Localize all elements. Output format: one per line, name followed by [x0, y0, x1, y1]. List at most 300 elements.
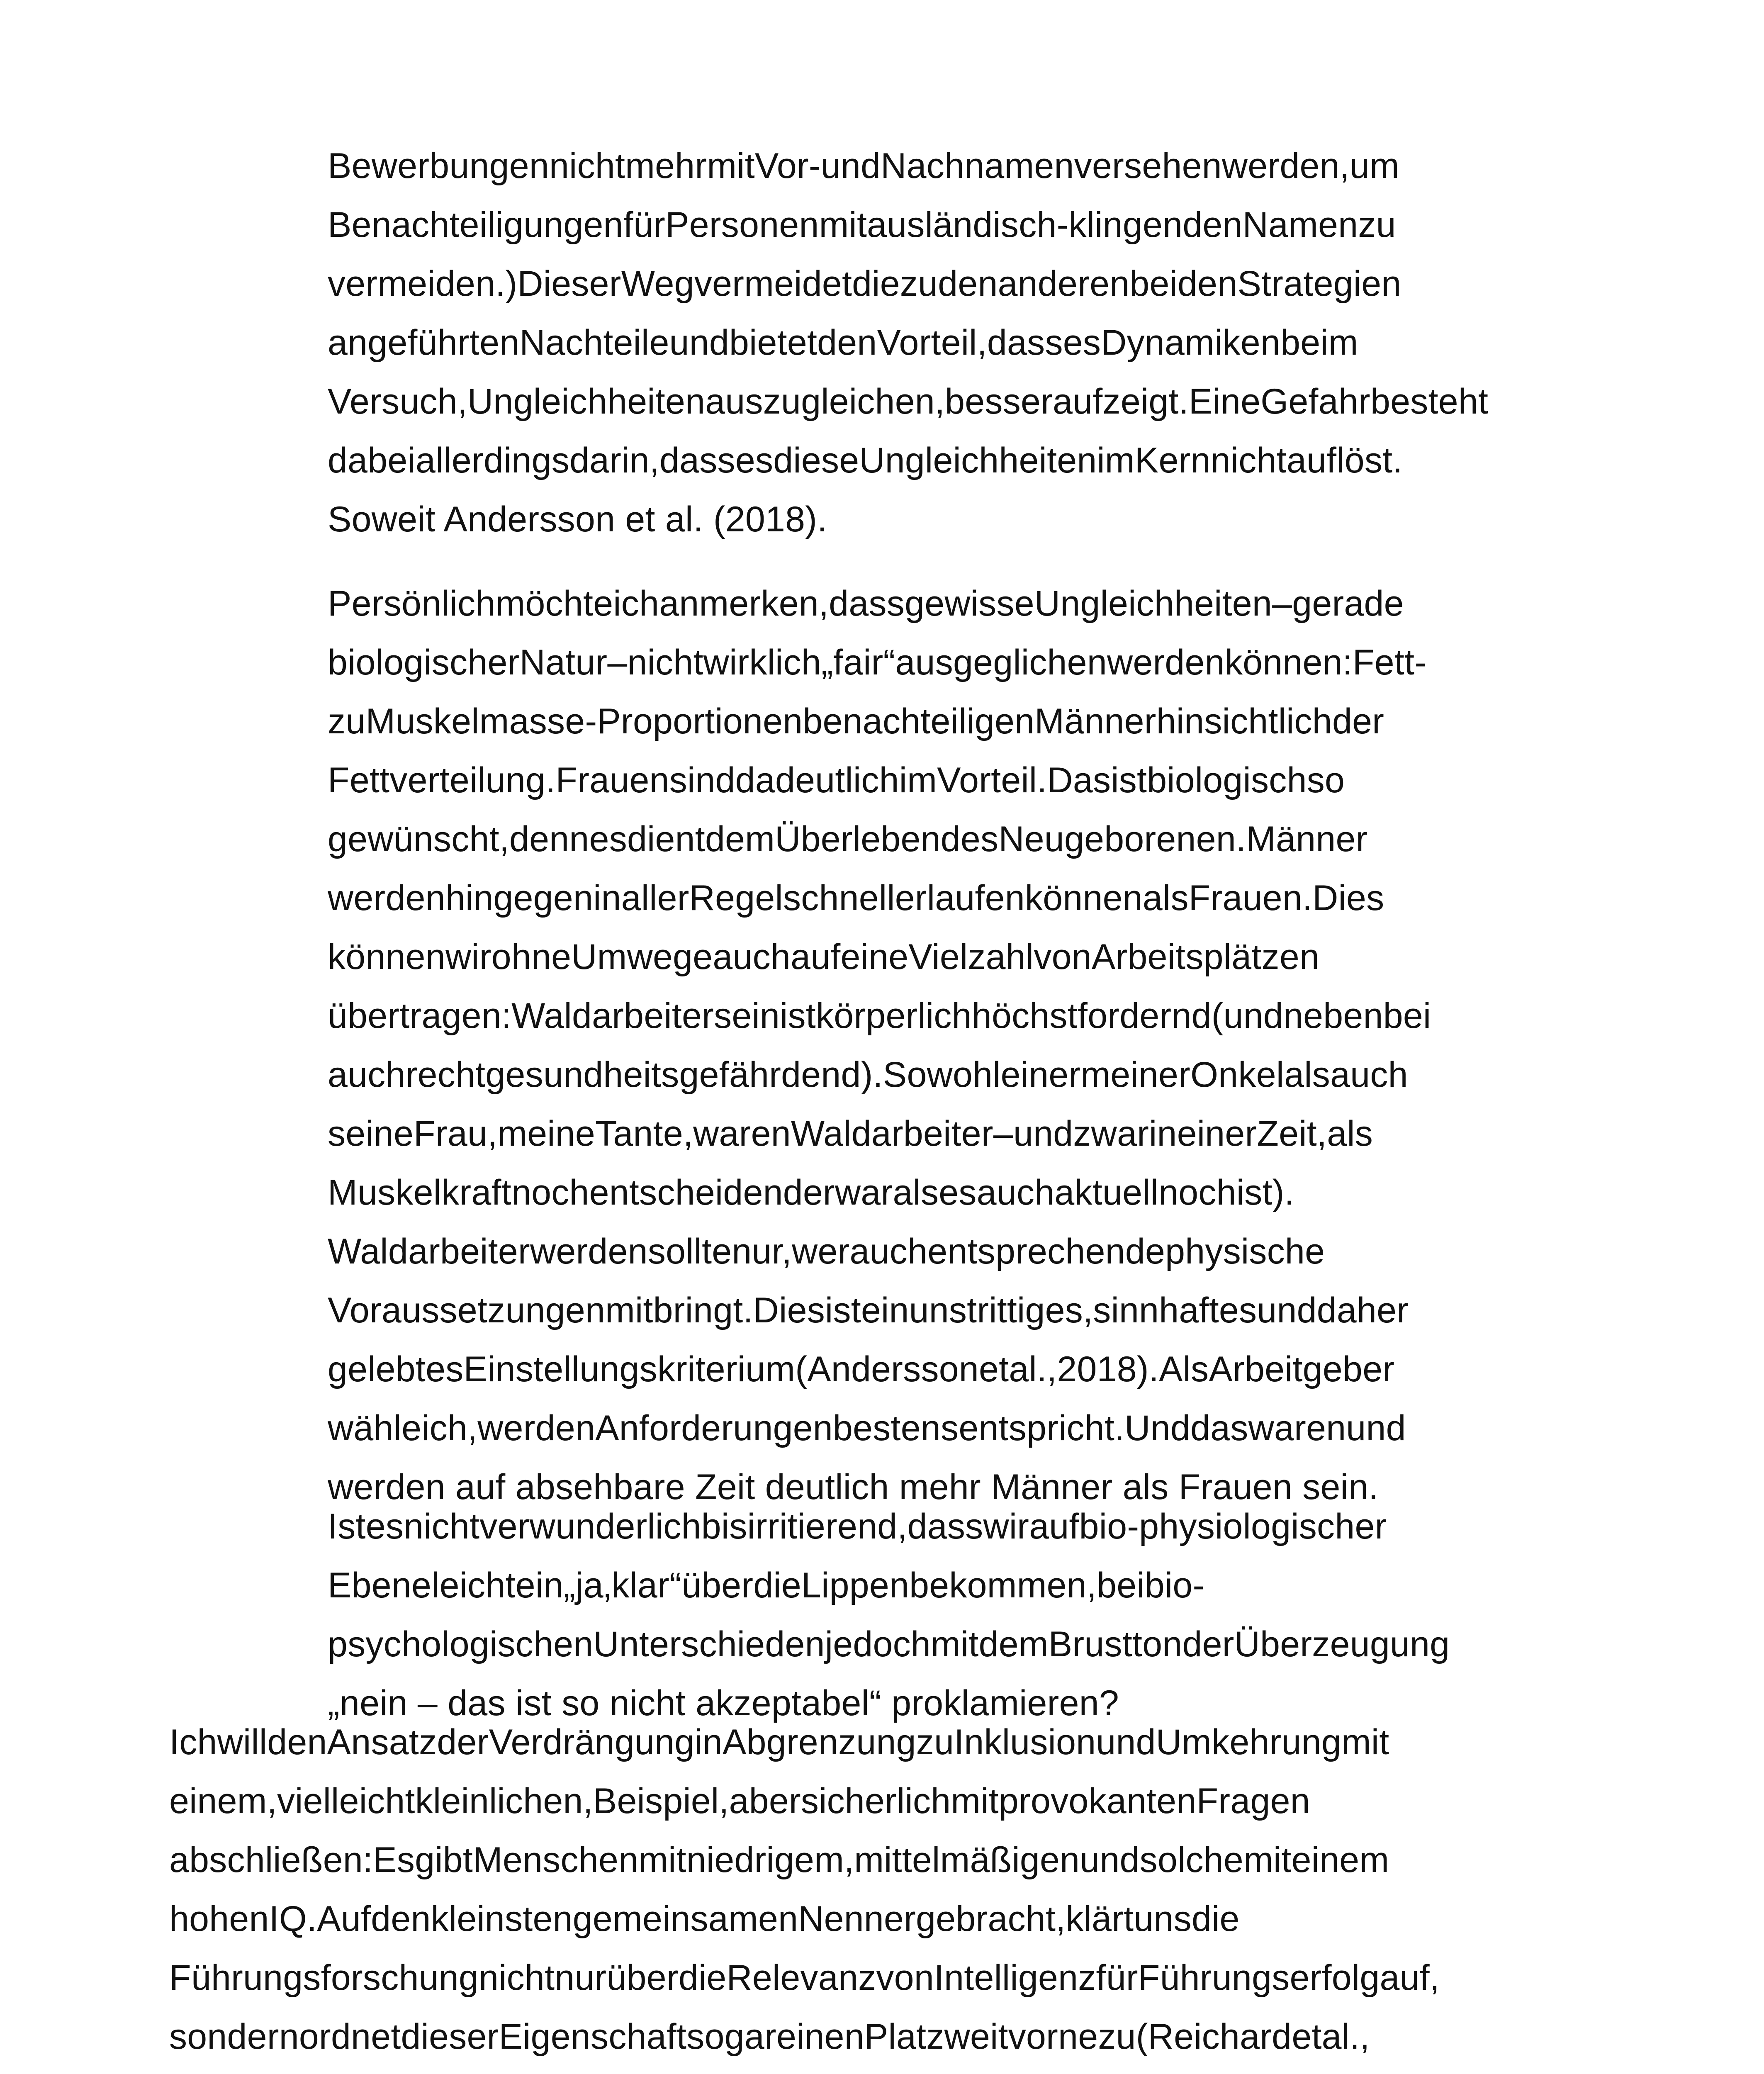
- word: Persönlich: [328, 584, 496, 623]
- word: besser: [945, 382, 1053, 421]
- word: fordernd: [1078, 996, 1212, 1036]
- word: irritierend,: [747, 1507, 908, 1546]
- word: aktuell: [1054, 1173, 1159, 1212]
- word: ich,: [421, 1408, 478, 1448]
- word: und: [1013, 1114, 1073, 1154]
- word: auf: [791, 937, 841, 977]
- word: gelebtes: [328, 1349, 464, 1389]
- word: die: [678, 1958, 727, 1998]
- word: Ungleichheiten: [859, 441, 1097, 480]
- body-paragraph-line: [169, 1898, 1240, 1940]
- word: ausländisch-klingenden: [867, 205, 1243, 245]
- quote-paragraph-2-line: werden auf absehbare Zeit deutlich mehr Männer als Frauen sein.: [328, 1467, 1379, 1507]
- word: war: [835, 1173, 893, 1212]
- word: sinnhaftes: [1093, 1290, 1257, 1330]
- word: auszugleichen,: [705, 382, 945, 421]
- word: mit: [931, 1624, 979, 1664]
- quote-paragraph-2-line: [328, 1231, 1325, 1272]
- word: können: [328, 937, 445, 977]
- word: Eine: [1188, 382, 1261, 421]
- word: Männer: [1034, 701, 1156, 741]
- word: nicht: [549, 146, 625, 186]
- word: daher: [1316, 1290, 1409, 1330]
- word: Waldarbeiter: [511, 996, 714, 1036]
- word: Führungsforschung: [169, 1958, 479, 1998]
- word: nur,: [732, 1232, 792, 1271]
- word: können:: [1224, 643, 1353, 682]
- word: versehen: [1074, 146, 1222, 186]
- word: hohen: [169, 1899, 269, 1939]
- word: dass: [987, 323, 1063, 363]
- word: zu: [900, 264, 938, 304]
- word: können: [1024, 878, 1143, 918]
- word: mit: [951, 1781, 999, 1821]
- quote-paragraph-2-line: [328, 877, 1384, 919]
- word: zu: [916, 1722, 954, 1762]
- word: bio-physiologischer: [1079, 1507, 1387, 1546]
- word: nebenbei: [1283, 996, 1431, 1036]
- word: Dies: [753, 1290, 825, 1330]
- body-paragraph-line: [169, 2016, 1370, 2057]
- word: wähle: [328, 1408, 422, 1448]
- word: Dies: [1312, 878, 1384, 918]
- word: deutlich: [775, 760, 899, 800]
- word: Nachteile: [519, 323, 669, 363]
- word: möchte: [495, 584, 613, 623]
- word: ist: [825, 1290, 861, 1330]
- word: bestens: [833, 1408, 959, 1448]
- word: unstrittiges,: [909, 1290, 1093, 1330]
- word: aber: [729, 1781, 801, 1821]
- word: dabei: [328, 441, 416, 480]
- word: dass: [907, 1507, 983, 1546]
- word: über: [681, 1565, 754, 1605]
- word: gemeinsamen: [572, 1899, 798, 1939]
- word: Voraussetzungen: [328, 1290, 606, 1330]
- word: vielleicht: [277, 1781, 415, 1821]
- word: mit: [1341, 1722, 1389, 1762]
- word: entspricht.: [959, 1408, 1125, 1448]
- word: in: [694, 1722, 723, 1762]
- word: Ungleichheiten: [1034, 584, 1273, 623]
- word: da: [735, 760, 775, 800]
- word: 2018).: [1057, 1349, 1159, 1389]
- word: sondern: [169, 2017, 299, 2057]
- word: Personen: [665, 205, 819, 245]
- word: Ansatz: [327, 1722, 437, 1762]
- word: den: [938, 264, 998, 304]
- word: solche: [1139, 1840, 1244, 1880]
- word: Vor-: [754, 146, 821, 186]
- word: mit: [819, 205, 867, 245]
- word: ist: [1111, 760, 1147, 800]
- word: Nachnamen: [881, 146, 1074, 186]
- word: Arbeitgeber: [1209, 1349, 1395, 1389]
- word: Zeit,: [1257, 1114, 1327, 1154]
- word: auch: [328, 1055, 406, 1095]
- word: ohne: [491, 937, 572, 977]
- word: psychologischen: [328, 1624, 594, 1664]
- body-paragraph-line: [169, 1721, 1389, 1763]
- word: Sowohl: [883, 1055, 1001, 1095]
- word: von: [876, 1958, 934, 1998]
- word: Menschen: [473, 1840, 639, 1880]
- word: nicht: [479, 1958, 555, 1998]
- word: als: [1284, 1055, 1331, 1095]
- word: schneller: [783, 878, 927, 918]
- word: uns: [1134, 1899, 1192, 1939]
- word: et: [979, 1349, 1009, 1389]
- quote-paragraph-2-line: [328, 1407, 1406, 1449]
- word: Waldarbeiter: [328, 1232, 530, 1271]
- word: gewünscht,: [328, 819, 510, 859]
- word: Lippen: [801, 1565, 910, 1605]
- word: ausgeglichen: [895, 643, 1107, 682]
- word: ‚klar“: [603, 1565, 682, 1605]
- word: Dynamiken: [1101, 323, 1281, 363]
- word: und: [1257, 1290, 1317, 1330]
- word: Verdrängung: [489, 1722, 695, 1762]
- word: auch: [1330, 1055, 1408, 1095]
- word: zwar: [1073, 1114, 1149, 1154]
- word: Abgrenzung: [722, 1722, 916, 1762]
- word: bei: [1097, 1565, 1145, 1605]
- word: dient: [627, 819, 706, 859]
- word: Ebene: [328, 1565, 432, 1605]
- word: Als: [1158, 1349, 1209, 1389]
- word: dem: [705, 819, 775, 859]
- word: aufzeigt.: [1053, 382, 1189, 421]
- word: darin,: [569, 441, 659, 480]
- word: benachteiligen: [803, 701, 1035, 741]
- word: nicht: [1210, 441, 1287, 480]
- word: recht: [405, 1055, 486, 1095]
- word: (Reichard: [1136, 2017, 1292, 2057]
- word: beim: [1280, 323, 1358, 363]
- word: Weg: [621, 264, 694, 304]
- word: anmerken,: [659, 584, 829, 623]
- word: einem,: [169, 1781, 277, 1821]
- word: Arbeitsplätzen: [1091, 937, 1320, 977]
- word: auch: [713, 937, 791, 977]
- word: der: [1332, 701, 1384, 741]
- word: und: [820, 146, 881, 186]
- word: Umwege: [571, 937, 713, 977]
- word: Bewerbungen: [328, 146, 550, 186]
- word: Und: [1124, 1408, 1191, 1448]
- word: eine: [840, 937, 909, 977]
- word: –: [1272, 584, 1292, 623]
- word: et: [1292, 2017, 1322, 2057]
- word: Fettverteilung.: [328, 760, 556, 800]
- word: werden: [1107, 643, 1225, 682]
- word: Ungleichheiten: [467, 382, 706, 421]
- word: den: [267, 1722, 327, 1762]
- word: ist).: [1236, 1173, 1294, 1212]
- word: und: [1096, 1722, 1156, 1762]
- word: (Andersson: [795, 1349, 979, 1389]
- word: Eigenschaft: [499, 2017, 687, 2057]
- word: es: [1063, 323, 1101, 363]
- word: auf,: [1380, 1958, 1440, 1998]
- word: dieser: [401, 2017, 499, 2057]
- quote-paragraph-1-line: [328, 263, 1401, 304]
- word: „ja: [563, 1565, 603, 1605]
- quote-paragraph-3-line: [328, 1624, 1450, 1665]
- word: Einstellungskriterium: [463, 1349, 796, 1389]
- word: Auf: [317, 1899, 371, 1939]
- word: vermeidet: [694, 264, 852, 304]
- word: ein: [861, 1290, 909, 1330]
- quote-paragraph-1-line: Soweit Andersson et al. (2018).: [328, 499, 827, 539]
- quote-paragraph-1-line: [328, 204, 1396, 246]
- word: verwunderlich: [479, 1507, 701, 1546]
- word: ein: [515, 1565, 564, 1605]
- word: höchst: [971, 996, 1078, 1036]
- quote-paragraph-1-line: [328, 381, 1488, 422]
- word: ist: [780, 996, 816, 1036]
- word: –: [993, 1114, 1013, 1154]
- word: hingegen: [445, 878, 594, 918]
- quote-paragraph-3-line: „nein – das ist so nicht akzeptabel“ proklamieren?: [328, 1683, 1119, 1723]
- word: zu: [328, 701, 366, 741]
- word: für: [1096, 1958, 1138, 1998]
- word: über: [606, 1958, 679, 1998]
- word: wirklich: [703, 643, 821, 682]
- word: angeführten: [328, 323, 520, 363]
- word: sein: [714, 996, 780, 1036]
- word: besteht: [1370, 382, 1489, 421]
- quote-paragraph-2-line: [328, 936, 1319, 978]
- body-paragraph-line: [169, 1780, 1310, 1822]
- word: Neugeborenen.: [998, 819, 1246, 859]
- word: Das: [1047, 760, 1111, 800]
- word: Vorteil,: [877, 323, 987, 363]
- word: dem: [978, 1624, 1049, 1664]
- word: meine: [497, 1114, 596, 1154]
- word: kleinsten: [431, 1899, 573, 1939]
- quote-paragraph-1-line: [328, 322, 1358, 363]
- word: Inklusion: [954, 1722, 1096, 1762]
- word: –: [607, 643, 628, 682]
- word: aller: [621, 878, 689, 918]
- word: Fragen: [1196, 1781, 1310, 1821]
- word: einer: [1177, 1114, 1257, 1154]
- word: beiden: [1129, 264, 1238, 304]
- word: Frauen.: [1188, 878, 1313, 918]
- word: Überzeugung: [1234, 1624, 1450, 1664]
- word: Waldarbeiter: [791, 1114, 993, 1154]
- word: Ich: [169, 1722, 217, 1762]
- word: sogar: [686, 2017, 776, 2057]
- word: zu: [1098, 2017, 1136, 2057]
- word: denn: [509, 819, 589, 859]
- word: Kern: [1134, 441, 1211, 480]
- word: es: [365, 1507, 404, 1546]
- word: den: [535, 1408, 596, 1448]
- word: Vielzahl: [908, 937, 1034, 977]
- word: waren: [1248, 1408, 1346, 1448]
- word: Intelligenz: [934, 1958, 1096, 1998]
- quote-paragraph-2-line: [328, 1290, 1409, 1331]
- word: (und: [1211, 996, 1284, 1036]
- word: ordnet: [299, 2017, 401, 2057]
- word: al.,: [1321, 2017, 1370, 2057]
- word: übertragen:: [328, 996, 512, 1036]
- word: für: [623, 205, 666, 245]
- quote-paragraph-2-line: [328, 759, 1345, 801]
- word: werden: [530, 1232, 648, 1271]
- word: gebracht,: [916, 1899, 1066, 1939]
- word: nur: [555, 1958, 607, 1998]
- quote-paragraph-2-line: [328, 701, 1384, 742]
- word: Männer: [1246, 819, 1368, 859]
- word: entscheidender: [589, 1173, 835, 1212]
- word: Regel: [689, 878, 783, 918]
- word: niedrigem,: [686, 1840, 854, 1880]
- word: und: [1346, 1408, 1406, 1448]
- word: bis: [701, 1507, 747, 1546]
- word: noch: [1158, 1173, 1236, 1212]
- word: Brustton: [1048, 1624, 1182, 1664]
- word: sollte: [647, 1232, 732, 1271]
- word: werden,: [1221, 146, 1350, 186]
- word: „fair“: [821, 643, 895, 682]
- quote-paragraph-2-line: [328, 1172, 1294, 1213]
- word: Benachteiligungen: [328, 205, 623, 245]
- word: mit: [1243, 1840, 1292, 1880]
- word: um: [1349, 146, 1399, 186]
- word: einen: [776, 2017, 864, 2057]
- word: al.,: [1009, 1349, 1057, 1389]
- word: Namen: [1242, 205, 1358, 245]
- quote-paragraph-2-line: [328, 642, 1426, 683]
- word: den: [817, 323, 877, 363]
- word: Platz: [864, 2017, 944, 2057]
- word: Anforderungen: [595, 1408, 833, 1448]
- word: die: [1191, 1899, 1240, 1939]
- quote-paragraph-1-line: [328, 440, 1403, 481]
- word: Frauen: [555, 760, 669, 800]
- word: als: [893, 1173, 939, 1212]
- word: in: [1149, 1114, 1177, 1154]
- word: Muskelkraft: [328, 1173, 511, 1212]
- word: Ist: [328, 1507, 366, 1546]
- word: und: [669, 323, 729, 363]
- word: hinsichtlich: [1156, 701, 1332, 741]
- word: entsprechende: [927, 1232, 1165, 1271]
- word: es: [735, 441, 774, 480]
- word: wer: [477, 1408, 535, 1448]
- word: auflöst.: [1286, 441, 1403, 480]
- word: den: [371, 1899, 431, 1939]
- body-paragraph-line: [169, 1839, 1389, 1881]
- word: das: [1190, 1408, 1248, 1448]
- word: wir: [445, 937, 491, 977]
- word: gibt: [415, 1840, 473, 1880]
- word: Frau,: [414, 1114, 498, 1154]
- word: zu: [1358, 205, 1396, 245]
- word: noch: [511, 1173, 589, 1212]
- word: es: [589, 819, 628, 859]
- word: Onkel: [1190, 1055, 1285, 1095]
- quote-paragraph-2-line: [328, 818, 1368, 860]
- word: kleinlichen,: [415, 1781, 593, 1821]
- word: Es: [373, 1840, 415, 1880]
- word: nicht: [404, 1507, 480, 1546]
- word: als: [1142, 878, 1189, 918]
- word: Unterschieden: [593, 1624, 825, 1664]
- word: des: [940, 819, 999, 859]
- word: abschließen:: [169, 1840, 373, 1880]
- word: Beispiel,: [593, 1781, 729, 1821]
- word: Dieser: [517, 264, 621, 304]
- word: vermeiden.): [328, 264, 518, 304]
- word: nicht: [627, 643, 703, 682]
- word: biologisch: [1147, 760, 1307, 800]
- quote-paragraph-2-line: [328, 995, 1431, 1037]
- word: mit: [707, 146, 755, 186]
- word: physische: [1165, 1232, 1325, 1271]
- word: Nenner: [798, 1899, 916, 1939]
- word: diese: [773, 441, 859, 480]
- word: mitbringt.: [605, 1290, 753, 1330]
- word: die: [852, 264, 900, 304]
- word: als: [1327, 1114, 1373, 1154]
- word: Umkehrung: [1156, 1722, 1341, 1762]
- word: bietet: [729, 323, 818, 363]
- word: dass: [829, 584, 905, 623]
- word: und: [1080, 1840, 1140, 1880]
- word: ich: [613, 584, 659, 623]
- word: gesundheitsgefährdend).: [485, 1055, 883, 1095]
- word: sind: [669, 760, 735, 800]
- word: allerdings: [415, 441, 570, 480]
- word: mehr: [625, 146, 707, 186]
- word: Tante,: [595, 1114, 693, 1154]
- word: biologischer: [328, 643, 520, 682]
- word: Führungserfolg: [1138, 1958, 1380, 1998]
- quote-paragraph-3-line: [328, 1565, 1204, 1606]
- word: klärt: [1066, 1899, 1134, 1939]
- quote-paragraph-1-line: [328, 145, 1399, 187]
- word: Relevanz: [726, 1958, 876, 1998]
- word: laufen: [927, 878, 1025, 918]
- word: körperlich: [816, 996, 972, 1036]
- word: leicht: [431, 1565, 516, 1605]
- word: Strategien: [1237, 264, 1401, 304]
- word: die: [753, 1565, 802, 1605]
- word: vorne: [1008, 2017, 1098, 2057]
- word: Gefahr: [1260, 382, 1370, 421]
- word: sicherlich: [800, 1781, 951, 1821]
- word: Fett-: [1352, 643, 1427, 682]
- word: provokanten: [998, 1781, 1197, 1821]
- word: Überleben: [775, 819, 941, 859]
- word: seine: [328, 1114, 414, 1154]
- word: Versuch,: [328, 382, 468, 421]
- quote-paragraph-3-line: [328, 1506, 1387, 1547]
- quote-paragraph-2-line: [328, 1349, 1394, 1390]
- word: gerade: [1292, 584, 1404, 623]
- word: will: [217, 1722, 268, 1762]
- word: IQ.: [269, 1899, 317, 1939]
- word: wer: [792, 1232, 850, 1271]
- word: von: [1034, 937, 1092, 977]
- word: bekommen,: [909, 1565, 1097, 1605]
- word: wir: [983, 1507, 1029, 1546]
- quote-paragraph-2-line: [328, 583, 1404, 624]
